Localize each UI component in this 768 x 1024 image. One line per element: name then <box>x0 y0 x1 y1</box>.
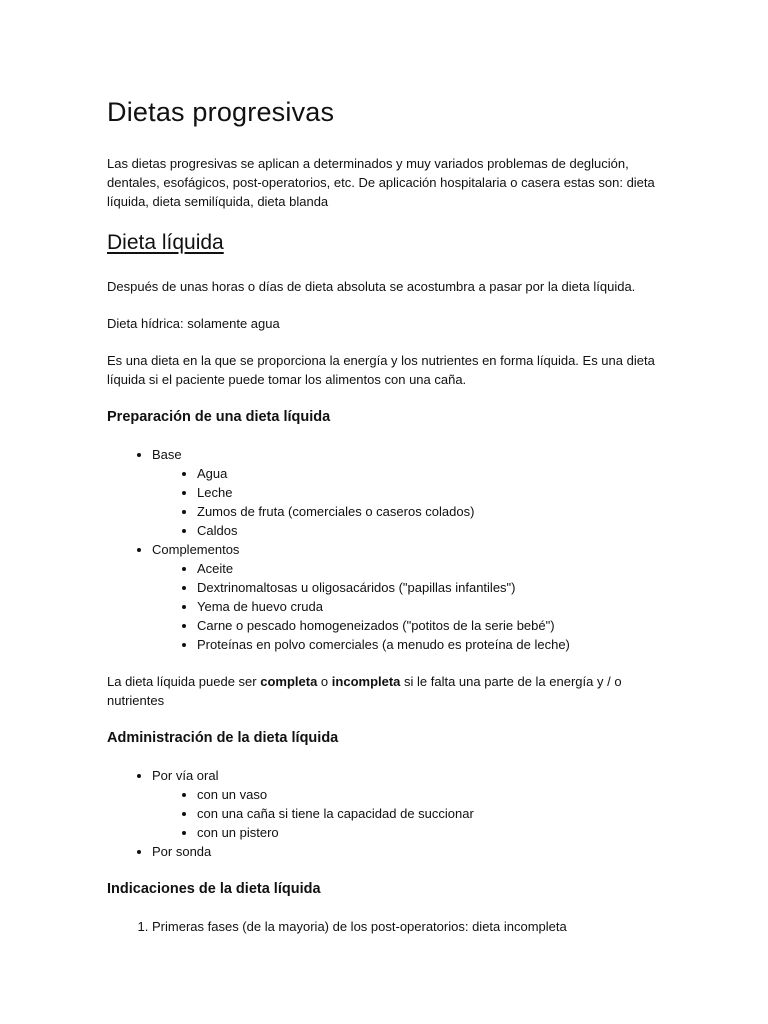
list-item-via-oral <box>152 766 668 842</box>
paragraph-dieta-absoluta: Después de unas horas o días de dieta absoluta se acostumbra a pasar por la dieta líquida. <box>107 279 636 294</box>
administracion-list <box>107 766 668 861</box>
section-heading-dieta-liquida: Dieta líquida <box>107 231 224 254</box>
paragraph-definicion: Es una dieta en la que se proporciona la energía y los nutrientes en forma líquida. Es una dieta líquida si el paciente puede tomar los alimentos con una caña. <box>107 353 655 387</box>
subheading-preparacion: Preparación de una dieta líquida <box>107 409 331 425</box>
list-item: • con un pistero <box>197 823 668 842</box>
list-item-complementos <box>152 540 668 654</box>
via-oral-sublist <box>152 785 668 842</box>
subheading-administracion: Administración de la dieta líquida <box>107 730 339 746</box>
list-item-label: Base <box>152 447 182 462</box>
list-item-base <box>152 445 668 540</box>
bold-completa: completa <box>260 674 318 689</box>
list-item: • Carne o pescado homogeneizados ("potitos de la serie bebé") <box>197 616 668 635</box>
list-item: • Aceite <box>197 559 668 578</box>
list-item: • Leche <box>197 483 668 502</box>
text-span: o <box>317 674 332 689</box>
paragraph-completa-incompleta <box>107 672 668 710</box>
indicaciones-list <box>107 917 668 936</box>
list-item: • Dextrinomaltosas u oligosacáridos ("papillas infantiles") <box>197 578 668 597</box>
list-item-label: Por vía oral <box>152 768 219 783</box>
paragraph-dieta-hidrica: Dieta hídrica: solamente agua <box>107 316 280 331</box>
complementos-sublist <box>152 559 668 654</box>
text-span: si le falta una parte de la energía y / o nutrientes <box>107 674 622 708</box>
list-item: • Yema de huevo cruda <box>197 597 668 616</box>
intro-paragraph: Las dietas progresivas se aplican a determinados y muy variados problemas de deglución, dentales, esofágicos, post-operatorios, etc. De aplicación hospitalaria o casera estas son: dieta líquida, dieta semilíquida, dieta blanda <box>107 156 655 209</box>
subheading-indicaciones: Indicaciones de la dieta líquida <box>107 881 321 897</box>
list-item: • Zumos de fruta (comerciales o caseros colados) <box>197 502 668 521</box>
list-item: • con una caña si tiene la capacidad de succionar <box>197 804 668 823</box>
list-item: • con un vaso <box>197 785 668 804</box>
list-item: • Caldos <box>197 521 668 540</box>
text-span: La dieta líquida puede ser <box>107 674 261 689</box>
list-item: 1. Primeras fases (de la mayoria) de los post-operatorios: dieta incompleta <box>152 917 668 936</box>
list-item: • Proteínas en polvo comerciales (a menudo es proteína de leche) <box>197 635 668 654</box>
list-item-label: Complementos <box>152 542 240 557</box>
list-item: • Agua <box>197 464 668 483</box>
base-sublist <box>152 464 668 540</box>
preparacion-list <box>107 445 668 654</box>
list-item-por-sonda: • Por sonda <box>152 842 668 861</box>
document-title: Dietas progresivas <box>107 97 335 127</box>
bold-incompleta: incompleta <box>331 674 401 689</box>
